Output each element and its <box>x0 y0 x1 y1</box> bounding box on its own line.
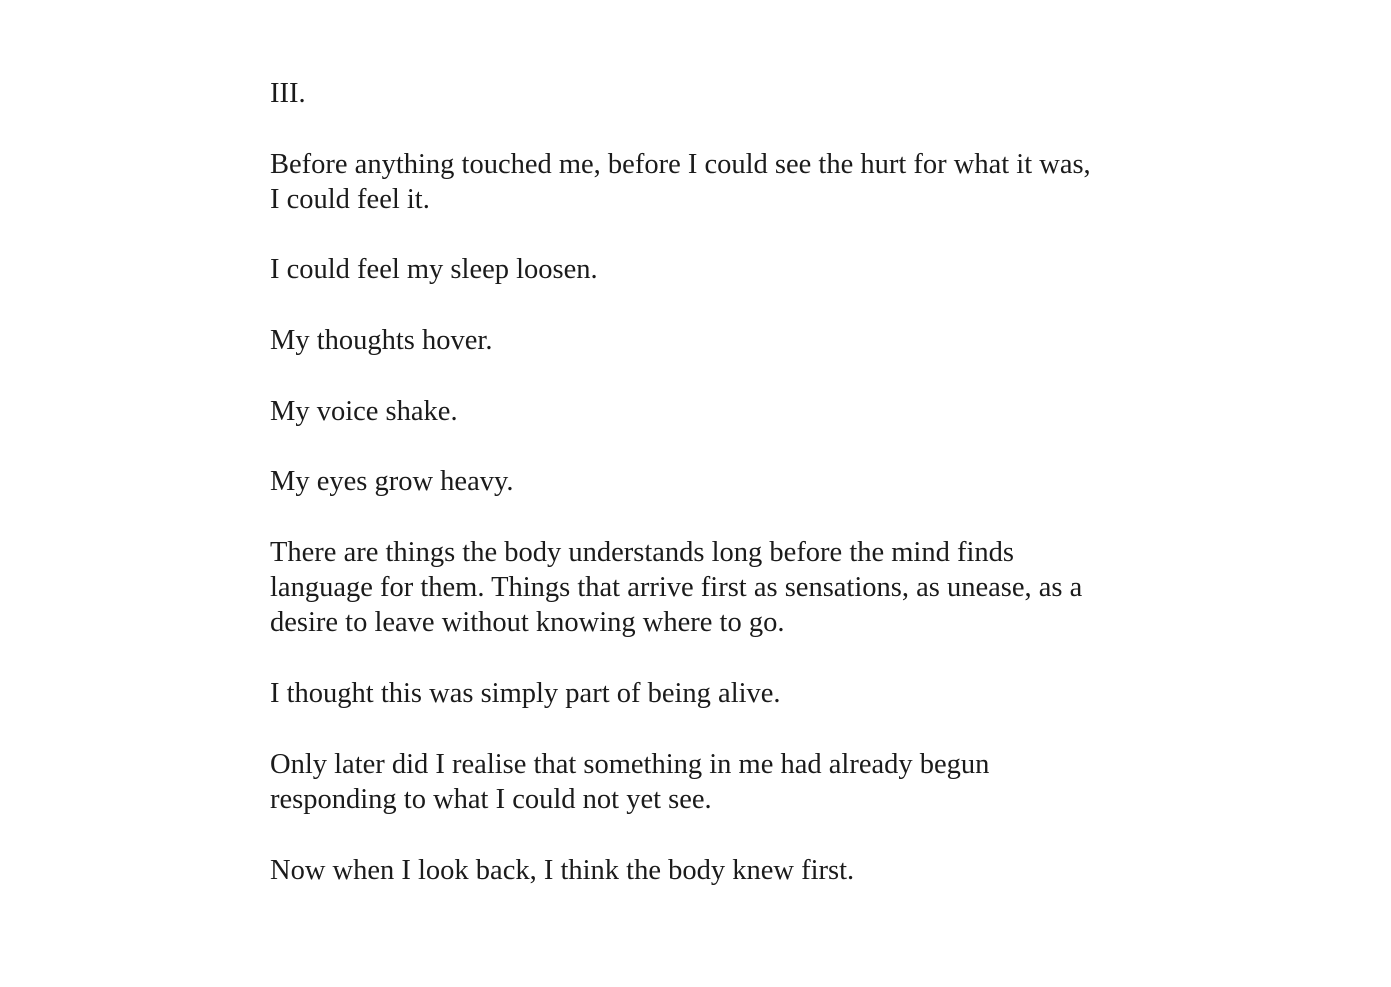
paragraph-line: language for them. Things that arrive first as sensations, as unease, as a <box>270 572 1083 604</box>
paragraph <box>270 535 1150 641</box>
paragraph-line: My thoughts hover. <box>270 325 493 357</box>
paragraph-line: I could feel it. <box>270 183 430 215</box>
paragraph <box>270 394 1150 429</box>
paragraph-line: My eyes grow heavy. <box>270 466 514 498</box>
paragraph <box>270 147 1150 218</box>
paragraph <box>270 252 1150 287</box>
paragraph <box>270 853 1150 888</box>
paragraph-line: My voice shake. <box>270 395 458 427</box>
paragraph <box>270 747 1150 818</box>
paragraph <box>270 323 1150 358</box>
paragraph-line: There are things the body understands long before the mind finds <box>270 536 1014 568</box>
paragraph-line: Now when I look back, I think the body knew first. <box>270 854 855 886</box>
section-number: III. <box>270 78 306 109</box>
paragraph-line: Before anything touched me, before I could see the hurt for what it was, <box>270 148 1091 180</box>
paragraph-line: desire to leave without knowing where to go. <box>270 607 785 639</box>
paragraph <box>270 464 1150 499</box>
paragraph <box>270 676 1150 711</box>
paragraph-line: Only later did I realise that something in me had already begun <box>270 748 990 780</box>
paragraph-line: I could feel my sleep loosen. <box>270 254 598 286</box>
document-body <box>270 76 1150 923</box>
paragraph-line: I thought this was simply part of being alive. <box>270 678 781 710</box>
paragraph-line: responding to what I could not yet see. <box>270 783 712 815</box>
